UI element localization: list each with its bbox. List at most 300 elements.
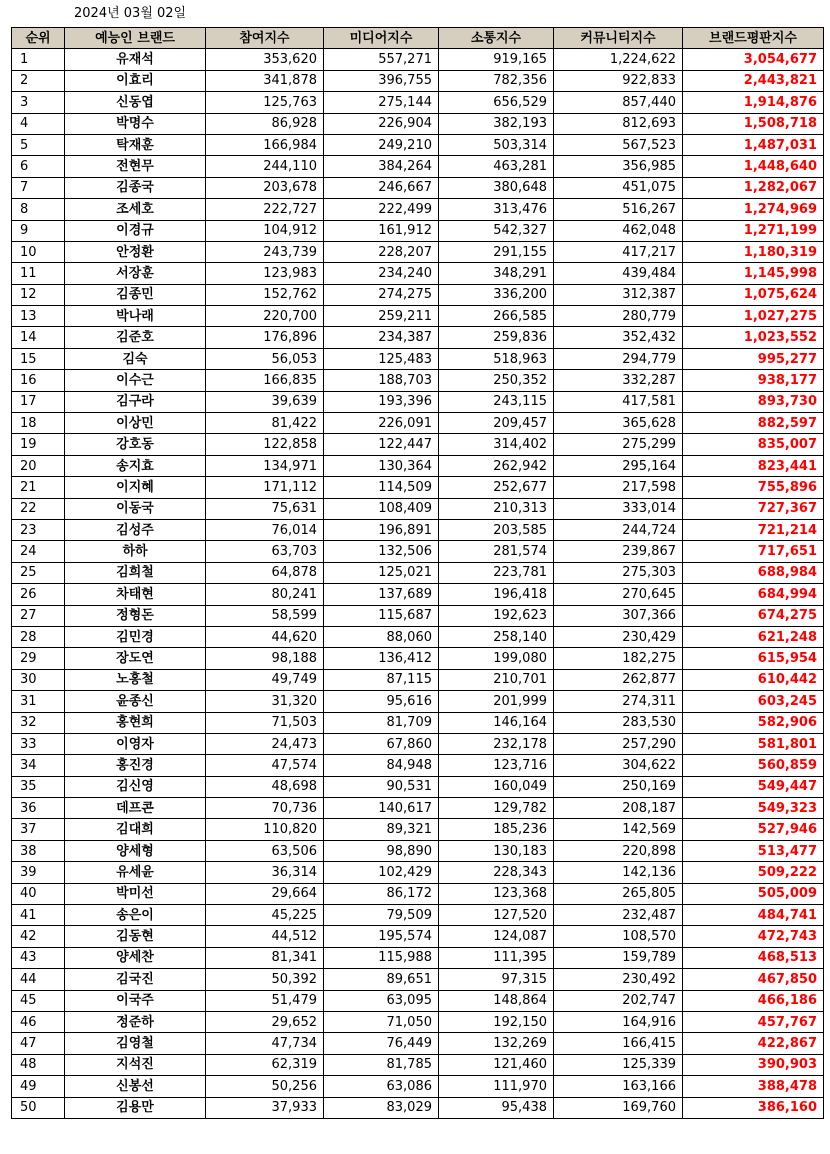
cell-rank: 8 bbox=[12, 199, 65, 220]
table-row bbox=[12, 755, 824, 776]
cell-entertainer-name: 김신영 bbox=[65, 776, 206, 797]
cell-entertainer-name: 양세형 bbox=[65, 840, 206, 861]
table-row bbox=[12, 177, 824, 198]
table-row bbox=[12, 1054, 824, 1075]
cell-media-index: 63,086 bbox=[324, 1076, 439, 1097]
table-row bbox=[12, 370, 824, 391]
cell-community-index: 262,877 bbox=[554, 669, 683, 690]
cell-brand-reputation-index: 1,023,552 bbox=[683, 327, 824, 348]
cell-rank: 32 bbox=[12, 712, 65, 733]
cell-community-index: 295,164 bbox=[554, 455, 683, 476]
table-row bbox=[12, 926, 824, 947]
cell-entertainer-name: 안정환 bbox=[65, 241, 206, 262]
brand-reputation-table bbox=[11, 27, 824, 1119]
cell-media-index: 95,616 bbox=[324, 691, 439, 712]
cell-media-index: 137,689 bbox=[324, 584, 439, 605]
cell-rank: 48 bbox=[12, 1054, 65, 1075]
cell-participation-index: 45,225 bbox=[206, 905, 324, 926]
table-row bbox=[12, 712, 824, 733]
cell-community-index: 239,867 bbox=[554, 541, 683, 562]
cell-rank: 33 bbox=[12, 733, 65, 754]
cell-brand-reputation-index: 674,275 bbox=[683, 605, 824, 626]
cell-entertainer-name: 이경규 bbox=[65, 220, 206, 241]
cell-brand-reputation-index: 527,946 bbox=[683, 819, 824, 840]
cell-entertainer-name: 김영철 bbox=[65, 1033, 206, 1054]
cell-entertainer-name: 김용만 bbox=[65, 1097, 206, 1118]
cell-community-index: 516,267 bbox=[554, 199, 683, 220]
cell-participation-index: 24,473 bbox=[206, 733, 324, 754]
cell-brand-reputation-index: 582,906 bbox=[683, 712, 824, 733]
table-row bbox=[12, 840, 824, 861]
cell-communication-index: 210,313 bbox=[439, 498, 554, 519]
cell-communication-index: 232,178 bbox=[439, 733, 554, 754]
table-row bbox=[12, 1097, 824, 1118]
cell-media-index: 76,449 bbox=[324, 1033, 439, 1054]
cell-communication-index: 203,585 bbox=[439, 519, 554, 540]
cell-community-index: 220,898 bbox=[554, 840, 683, 861]
table-row bbox=[12, 113, 824, 134]
cell-brand-reputation-index: 457,767 bbox=[683, 1011, 824, 1032]
cell-brand-reputation-index: 509,222 bbox=[683, 862, 824, 883]
cell-media-index: 195,574 bbox=[324, 926, 439, 947]
cell-rank: 17 bbox=[12, 391, 65, 412]
cell-community-index: 922,833 bbox=[554, 70, 683, 91]
cell-participation-index: 110,820 bbox=[206, 819, 324, 840]
cell-entertainer-name: 데프콘 bbox=[65, 798, 206, 819]
cell-rank: 16 bbox=[12, 370, 65, 391]
cell-rank: 23 bbox=[12, 519, 65, 540]
cell-entertainer-name: 홍현희 bbox=[65, 712, 206, 733]
cell-community-index: 265,805 bbox=[554, 883, 683, 904]
cell-brand-reputation-index: 882,597 bbox=[683, 413, 824, 434]
cell-brand-reputation-index: 938,177 bbox=[683, 370, 824, 391]
cell-communication-index: 123,716 bbox=[439, 755, 554, 776]
cell-communication-index: 503,314 bbox=[439, 134, 554, 155]
cell-rank: 35 bbox=[12, 776, 65, 797]
cell-participation-index: 63,506 bbox=[206, 840, 324, 861]
cell-entertainer-name: 유세윤 bbox=[65, 862, 206, 883]
cell-rank: 9 bbox=[12, 220, 65, 241]
cell-community-index: 356,985 bbox=[554, 156, 683, 177]
cell-media-index: 396,755 bbox=[324, 70, 439, 91]
cell-communication-index: 656,529 bbox=[439, 92, 554, 113]
cell-communication-index: 258,140 bbox=[439, 626, 554, 647]
cell-media-index: 90,531 bbox=[324, 776, 439, 797]
cell-participation-index: 47,574 bbox=[206, 755, 324, 776]
cell-media-index: 67,860 bbox=[324, 733, 439, 754]
cell-media-index: 557,271 bbox=[324, 49, 439, 70]
cell-entertainer-name: 전현무 bbox=[65, 156, 206, 177]
cell-entertainer-name: 김동현 bbox=[65, 926, 206, 947]
cell-rank: 30 bbox=[12, 669, 65, 690]
cell-community-index: 169,760 bbox=[554, 1097, 683, 1118]
cell-communication-index: 148,864 bbox=[439, 990, 554, 1011]
cell-brand-reputation-index: 468,513 bbox=[683, 947, 824, 968]
cell-communication-index: 228,343 bbox=[439, 862, 554, 883]
cell-entertainer-name: 이국주 bbox=[65, 990, 206, 1011]
cell-rank: 29 bbox=[12, 648, 65, 669]
cell-communication-index: 199,080 bbox=[439, 648, 554, 669]
table-row bbox=[12, 798, 824, 819]
cell-participation-index: 125,763 bbox=[206, 92, 324, 113]
cell-entertainer-name: 홍진경 bbox=[65, 755, 206, 776]
cell-participation-index: 244,110 bbox=[206, 156, 324, 177]
cell-brand-reputation-index: 2,443,821 bbox=[683, 70, 824, 91]
cell-rank: 49 bbox=[12, 1076, 65, 1097]
cell-media-index: 122,447 bbox=[324, 434, 439, 455]
cell-communication-index: 201,999 bbox=[439, 691, 554, 712]
cell-communication-index: 111,970 bbox=[439, 1076, 554, 1097]
cell-community-index: 451,075 bbox=[554, 177, 683, 198]
cell-brand-reputation-index: 684,994 bbox=[683, 584, 824, 605]
cell-communication-index: 209,457 bbox=[439, 413, 554, 434]
cell-community-index: 275,303 bbox=[554, 562, 683, 583]
cell-media-index: 71,050 bbox=[324, 1011, 439, 1032]
table-row bbox=[12, 626, 824, 647]
cell-brand-reputation-index: 1,075,624 bbox=[683, 284, 824, 305]
cell-media-index: 88,060 bbox=[324, 626, 439, 647]
cell-media-index: 196,891 bbox=[324, 519, 439, 540]
header-community-index: 커뮤니티지수 bbox=[554, 28, 683, 49]
cell-media-index: 89,321 bbox=[324, 819, 439, 840]
table-row bbox=[12, 669, 824, 690]
cell-communication-index: 123,368 bbox=[439, 883, 554, 904]
cell-participation-index: 152,762 bbox=[206, 284, 324, 305]
cell-rank: 46 bbox=[12, 1011, 65, 1032]
cell-rank: 43 bbox=[12, 947, 65, 968]
table-row bbox=[12, 776, 824, 797]
cell-communication-index: 185,236 bbox=[439, 819, 554, 840]
cell-community-index: 230,429 bbox=[554, 626, 683, 647]
cell-rank: 24 bbox=[12, 541, 65, 562]
cell-entertainer-name: 김성주 bbox=[65, 519, 206, 540]
cell-participation-index: 29,652 bbox=[206, 1011, 324, 1032]
cell-rank: 18 bbox=[12, 413, 65, 434]
cell-rank: 14 bbox=[12, 327, 65, 348]
cell-brand-reputation-index: 1,282,067 bbox=[683, 177, 824, 198]
cell-community-index: 270,645 bbox=[554, 584, 683, 605]
cell-media-index: 234,387 bbox=[324, 327, 439, 348]
cell-rank: 26 bbox=[12, 584, 65, 605]
table-row bbox=[12, 562, 824, 583]
cell-brand-reputation-index: 717,651 bbox=[683, 541, 824, 562]
cell-entertainer-name: 이지혜 bbox=[65, 477, 206, 498]
cell-communication-index: 210,701 bbox=[439, 669, 554, 690]
table-row bbox=[12, 990, 824, 1011]
cell-communication-index: 146,164 bbox=[439, 712, 554, 733]
cell-rank: 50 bbox=[12, 1097, 65, 1118]
cell-communication-index: 196,418 bbox=[439, 584, 554, 605]
cell-communication-index: 127,520 bbox=[439, 905, 554, 926]
cell-participation-index: 62,319 bbox=[206, 1054, 324, 1075]
cell-communication-index: 129,782 bbox=[439, 798, 554, 819]
table-row bbox=[12, 819, 824, 840]
cell-communication-index: 348,291 bbox=[439, 263, 554, 284]
cell-media-index: 79,509 bbox=[324, 905, 439, 926]
cell-communication-index: 782,356 bbox=[439, 70, 554, 91]
cell-communication-index: 250,352 bbox=[439, 370, 554, 391]
cell-participation-index: 47,734 bbox=[206, 1033, 324, 1054]
cell-media-index: 132,506 bbox=[324, 541, 439, 562]
cell-communication-index: 130,183 bbox=[439, 840, 554, 861]
cell-communication-index: 266,585 bbox=[439, 306, 554, 327]
cell-community-index: 142,136 bbox=[554, 862, 683, 883]
cell-communication-index: 262,942 bbox=[439, 455, 554, 476]
cell-media-index: 81,785 bbox=[324, 1054, 439, 1075]
cell-communication-index: 97,315 bbox=[439, 969, 554, 990]
cell-rank: 39 bbox=[12, 862, 65, 883]
cell-participation-index: 104,912 bbox=[206, 220, 324, 241]
table-row bbox=[12, 220, 824, 241]
cell-rank: 3 bbox=[12, 92, 65, 113]
cell-participation-index: 76,014 bbox=[206, 519, 324, 540]
cell-media-index: 193,396 bbox=[324, 391, 439, 412]
cell-communication-index: 252,677 bbox=[439, 477, 554, 498]
cell-community-index: 812,693 bbox=[554, 113, 683, 134]
cell-entertainer-name: 이수근 bbox=[65, 370, 206, 391]
cell-rank: 13 bbox=[12, 306, 65, 327]
cell-entertainer-name: 김종국 bbox=[65, 177, 206, 198]
table-row bbox=[12, 733, 824, 754]
cell-media-index: 98,890 bbox=[324, 840, 439, 861]
cell-media-index: 161,912 bbox=[324, 220, 439, 241]
cell-media-index: 125,021 bbox=[324, 562, 439, 583]
cell-entertainer-name: 김대희 bbox=[65, 819, 206, 840]
cell-entertainer-name: 김국진 bbox=[65, 969, 206, 990]
cell-brand-reputation-index: 581,801 bbox=[683, 733, 824, 754]
cell-brand-reputation-index: 727,367 bbox=[683, 498, 824, 519]
cell-community-index: 333,014 bbox=[554, 498, 683, 519]
cell-rank: 5 bbox=[12, 134, 65, 155]
cell-participation-index: 63,703 bbox=[206, 541, 324, 562]
cell-participation-index: 243,739 bbox=[206, 241, 324, 262]
table-row bbox=[12, 241, 824, 262]
cell-brand-reputation-index: 835,007 bbox=[683, 434, 824, 455]
cell-brand-reputation-index: 472,743 bbox=[683, 926, 824, 947]
cell-community-index: 307,366 bbox=[554, 605, 683, 626]
cell-rank: 37 bbox=[12, 819, 65, 840]
cell-entertainer-name: 송은이 bbox=[65, 905, 206, 926]
cell-community-index: 250,169 bbox=[554, 776, 683, 797]
cell-entertainer-name: 김종민 bbox=[65, 284, 206, 305]
cell-media-index: 83,029 bbox=[324, 1097, 439, 1118]
cell-media-index: 114,509 bbox=[324, 477, 439, 498]
cell-entertainer-name: 김민경 bbox=[65, 626, 206, 647]
cell-brand-reputation-index: 390,903 bbox=[683, 1054, 824, 1075]
cell-media-index: 115,687 bbox=[324, 605, 439, 626]
cell-brand-reputation-index: 1,180,319 bbox=[683, 241, 824, 262]
header-rank: 순위 bbox=[12, 28, 65, 49]
cell-participation-index: 81,422 bbox=[206, 413, 324, 434]
cell-participation-index: 70,736 bbox=[206, 798, 324, 819]
cell-participation-index: 29,664 bbox=[206, 883, 324, 904]
table-row bbox=[12, 49, 824, 70]
cell-community-index: 257,290 bbox=[554, 733, 683, 754]
table-row bbox=[12, 284, 824, 305]
cell-participation-index: 75,631 bbox=[206, 498, 324, 519]
cell-participation-index: 122,858 bbox=[206, 434, 324, 455]
cell-media-index: 384,264 bbox=[324, 156, 439, 177]
cell-community-index: 280,779 bbox=[554, 306, 683, 327]
cell-entertainer-name: 윤종신 bbox=[65, 691, 206, 712]
header-participation-index: 참여지수 bbox=[206, 28, 324, 49]
cell-brand-reputation-index: 1,448,640 bbox=[683, 156, 824, 177]
cell-rank: 15 bbox=[12, 348, 65, 369]
cell-entertainer-name: 탁재훈 bbox=[65, 134, 206, 155]
table-row bbox=[12, 92, 824, 113]
table-row bbox=[12, 584, 824, 605]
cell-brand-reputation-index: 505,009 bbox=[683, 883, 824, 904]
cell-media-index: 246,667 bbox=[324, 177, 439, 198]
cell-community-index: 417,581 bbox=[554, 391, 683, 412]
cell-media-index: 108,409 bbox=[324, 498, 439, 519]
cell-entertainer-name: 김희철 bbox=[65, 562, 206, 583]
cell-media-index: 63,095 bbox=[324, 990, 439, 1011]
cell-communication-index: 336,200 bbox=[439, 284, 554, 305]
cell-rank: 31 bbox=[12, 691, 65, 712]
table-row bbox=[12, 134, 824, 155]
table-row bbox=[12, 883, 824, 904]
cell-community-index: 365,628 bbox=[554, 413, 683, 434]
cell-community-index: 159,789 bbox=[554, 947, 683, 968]
cell-brand-reputation-index: 1,508,718 bbox=[683, 113, 824, 134]
table-row bbox=[12, 605, 824, 626]
cell-communication-index: 542,327 bbox=[439, 220, 554, 241]
cell-communication-index: 314,402 bbox=[439, 434, 554, 455]
cell-participation-index: 341,878 bbox=[206, 70, 324, 91]
cell-participation-index: 86,928 bbox=[206, 113, 324, 134]
cell-communication-index: 111,395 bbox=[439, 947, 554, 968]
cell-media-index: 86,172 bbox=[324, 883, 439, 904]
table-row bbox=[12, 862, 824, 883]
cell-participation-index: 37,933 bbox=[206, 1097, 324, 1118]
cell-rank: 22 bbox=[12, 498, 65, 519]
cell-entertainer-name: 김준호 bbox=[65, 327, 206, 348]
cell-rank: 28 bbox=[12, 626, 65, 647]
cell-rank: 45 bbox=[12, 990, 65, 1011]
cell-brand-reputation-index: 621,248 bbox=[683, 626, 824, 647]
cell-entertainer-name: 양세찬 bbox=[65, 947, 206, 968]
header-brand-reputation-index: 브랜드평판지수 bbox=[683, 28, 824, 49]
cell-brand-reputation-index: 549,447 bbox=[683, 776, 824, 797]
table-row bbox=[12, 199, 824, 220]
cell-rank: 34 bbox=[12, 755, 65, 776]
cell-community-index: 244,724 bbox=[554, 519, 683, 540]
table-row bbox=[12, 541, 824, 562]
cell-media-index: 136,412 bbox=[324, 648, 439, 669]
cell-rank: 1 bbox=[12, 49, 65, 70]
cell-media-index: 226,904 bbox=[324, 113, 439, 134]
cell-entertainer-name: 김숙 bbox=[65, 348, 206, 369]
cell-community-index: 208,187 bbox=[554, 798, 683, 819]
cell-communication-index: 259,836 bbox=[439, 327, 554, 348]
cell-community-index: 232,487 bbox=[554, 905, 683, 926]
cell-participation-index: 64,878 bbox=[206, 562, 324, 583]
cell-entertainer-name: 이효리 bbox=[65, 70, 206, 91]
cell-community-index: 294,779 bbox=[554, 348, 683, 369]
cell-communication-index: 380,648 bbox=[439, 177, 554, 198]
cell-participation-index: 171,112 bbox=[206, 477, 324, 498]
table-header bbox=[12, 28, 824, 49]
table-row bbox=[12, 947, 824, 968]
cell-media-index: 140,617 bbox=[324, 798, 439, 819]
cell-entertainer-name: 박미선 bbox=[65, 883, 206, 904]
cell-entertainer-name: 송지효 bbox=[65, 455, 206, 476]
cell-communication-index: 192,150 bbox=[439, 1011, 554, 1032]
cell-participation-index: 71,503 bbox=[206, 712, 324, 733]
table-body bbox=[12, 49, 824, 1119]
cell-brand-reputation-index: 995,277 bbox=[683, 348, 824, 369]
cell-community-index: 462,048 bbox=[554, 220, 683, 241]
cell-participation-index: 203,678 bbox=[206, 177, 324, 198]
table-row bbox=[12, 391, 824, 412]
cell-participation-index: 44,512 bbox=[206, 926, 324, 947]
header-media-index: 미디어지수 bbox=[324, 28, 439, 49]
cell-rank: 11 bbox=[12, 263, 65, 284]
cell-entertainer-name: 정형돈 bbox=[65, 605, 206, 626]
cell-communication-index: 160,049 bbox=[439, 776, 554, 797]
cell-media-index: 188,703 bbox=[324, 370, 439, 391]
cell-communication-index: 192,623 bbox=[439, 605, 554, 626]
cell-media-index: 234,240 bbox=[324, 263, 439, 284]
cell-rank: 10 bbox=[12, 241, 65, 262]
table-row bbox=[12, 1011, 824, 1032]
cell-entertainer-name: 강호동 bbox=[65, 434, 206, 455]
table-row bbox=[12, 1076, 824, 1097]
report-date: 2024년 03월 02일 bbox=[74, 6, 187, 21]
cell-brand-reputation-index: 893,730 bbox=[683, 391, 824, 412]
cell-community-index: 332,287 bbox=[554, 370, 683, 391]
cell-entertainer-name: 박나래 bbox=[65, 306, 206, 327]
cell-brand-reputation-index: 3,054,677 bbox=[683, 49, 824, 70]
table-row bbox=[12, 648, 824, 669]
table-row bbox=[12, 413, 824, 434]
cell-community-index: 352,432 bbox=[554, 327, 683, 348]
cell-communication-index: 95,438 bbox=[439, 1097, 554, 1118]
cell-rank: 19 bbox=[12, 434, 65, 455]
cell-brand-reputation-index: 388,478 bbox=[683, 1076, 824, 1097]
cell-brand-reputation-index: 386,160 bbox=[683, 1097, 824, 1118]
cell-entertainer-name: 노홍철 bbox=[65, 669, 206, 690]
cell-communication-index: 463,281 bbox=[439, 156, 554, 177]
cell-rank: 20 bbox=[12, 455, 65, 476]
header-communication-index: 소통지수 bbox=[439, 28, 554, 49]
cell-entertainer-name: 신동엽 bbox=[65, 92, 206, 113]
cell-rank: 4 bbox=[12, 113, 65, 134]
cell-community-index: 1,224,622 bbox=[554, 49, 683, 70]
table-row bbox=[12, 306, 824, 327]
cell-brand-reputation-index: 615,954 bbox=[683, 648, 824, 669]
cell-media-index: 259,211 bbox=[324, 306, 439, 327]
cell-media-index: 275,144 bbox=[324, 92, 439, 113]
table-row bbox=[12, 498, 824, 519]
cell-communication-index: 382,193 bbox=[439, 113, 554, 134]
cell-brand-reputation-index: 467,850 bbox=[683, 969, 824, 990]
cell-participation-index: 166,984 bbox=[206, 134, 324, 155]
cell-community-index: 304,622 bbox=[554, 755, 683, 776]
cell-brand-reputation-index: 1,027,275 bbox=[683, 306, 824, 327]
cell-communication-index: 518,963 bbox=[439, 348, 554, 369]
cell-brand-reputation-index: 422,867 bbox=[683, 1033, 824, 1054]
cell-participation-index: 56,053 bbox=[206, 348, 324, 369]
cell-entertainer-name: 서장훈 bbox=[65, 263, 206, 284]
header-entertainer-brand: 예능인 브랜드 bbox=[65, 28, 206, 49]
cell-rank: 21 bbox=[12, 477, 65, 498]
table-row bbox=[12, 348, 824, 369]
cell-community-index: 217,598 bbox=[554, 477, 683, 498]
table-row bbox=[12, 969, 824, 990]
cell-entertainer-name: 이영자 bbox=[65, 733, 206, 754]
